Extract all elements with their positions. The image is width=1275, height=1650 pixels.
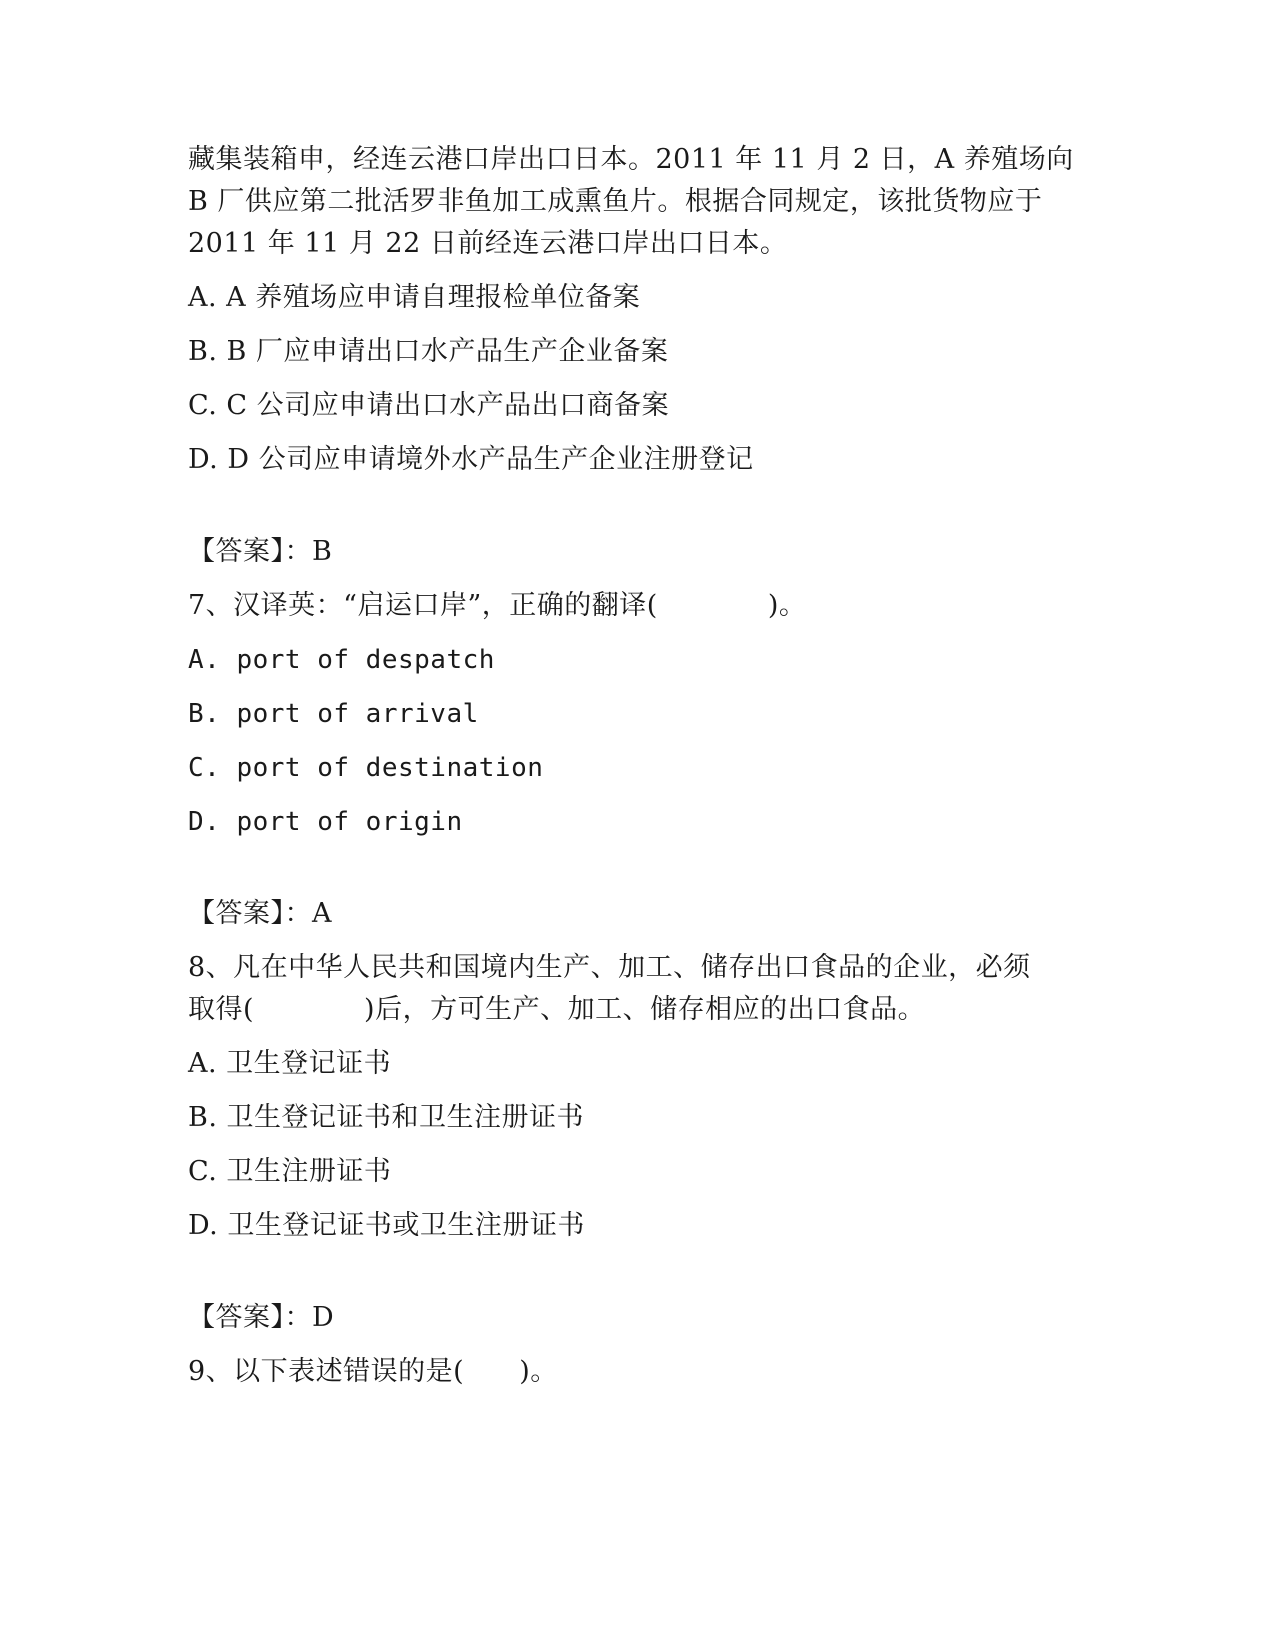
q6-stem-line-3: 2011 年 11 月 22 日前经连云港口岸出口日本。 <box>188 228 788 259</box>
q7-option-a: A. port of despatch <box>188 645 495 675</box>
q7-answer: 【答案】：A <box>188 898 332 929</box>
q8-stem-line-2: 取得( )后，方可生产、加工、储存相应的出口食品。 <box>188 994 926 1025</box>
q6-answer: 【答案】：B <box>188 536 333 567</box>
q6-option-a: A. A 养殖场应申请自理报检单位备案 <box>188 282 641 313</box>
q7-option-d: D. port of origin <box>188 807 463 837</box>
q6-option-b: B. B 厂应申请出口水产品生产企业备案 <box>188 336 669 367</box>
q6-option-c: C. C 公司应申请出口水产品出口商备案 <box>188 390 670 421</box>
q7-option-c: C. port of destination <box>188 753 544 783</box>
q8-option-d: D. 卫生登记证书或卫生注册证书 <box>188 1210 585 1241</box>
q6-stem-line-1: 藏集装箱申，经连云港口岸出口日本。2011 年 11 月 2 日，A 养殖场向 <box>188 144 1074 175</box>
q8-answer: 【答案】：D <box>188 1302 335 1333</box>
q7-option-b: B. port of arrival <box>188 699 479 729</box>
q8-stem-line-1: 8、凡在中华人民共和国境内生产、加工、储存出口食品的企业，必须 <box>188 952 1031 983</box>
q6-stem-line-2: B 厂供应第二批活罗非鱼加工成熏鱼片。根据合同规定，该批货物应于 <box>188 186 1043 217</box>
q8-option-c: C. 卫生注册证书 <box>188 1156 392 1187</box>
q8-option-b: B. 卫生登记证书和卫生注册证书 <box>188 1102 585 1133</box>
q7-stem: 7、汉译英：“启运口岸”，正确的翻译( )。 <box>188 590 807 621</box>
q8-option-a: A. 卫生登记证书 <box>188 1048 392 1079</box>
q9-stem: 9、以下表述错误的是( )。 <box>188 1356 558 1387</box>
q6-option-d: D. D 公司应申请境外水产品生产企业注册登记 <box>188 444 754 475</box>
